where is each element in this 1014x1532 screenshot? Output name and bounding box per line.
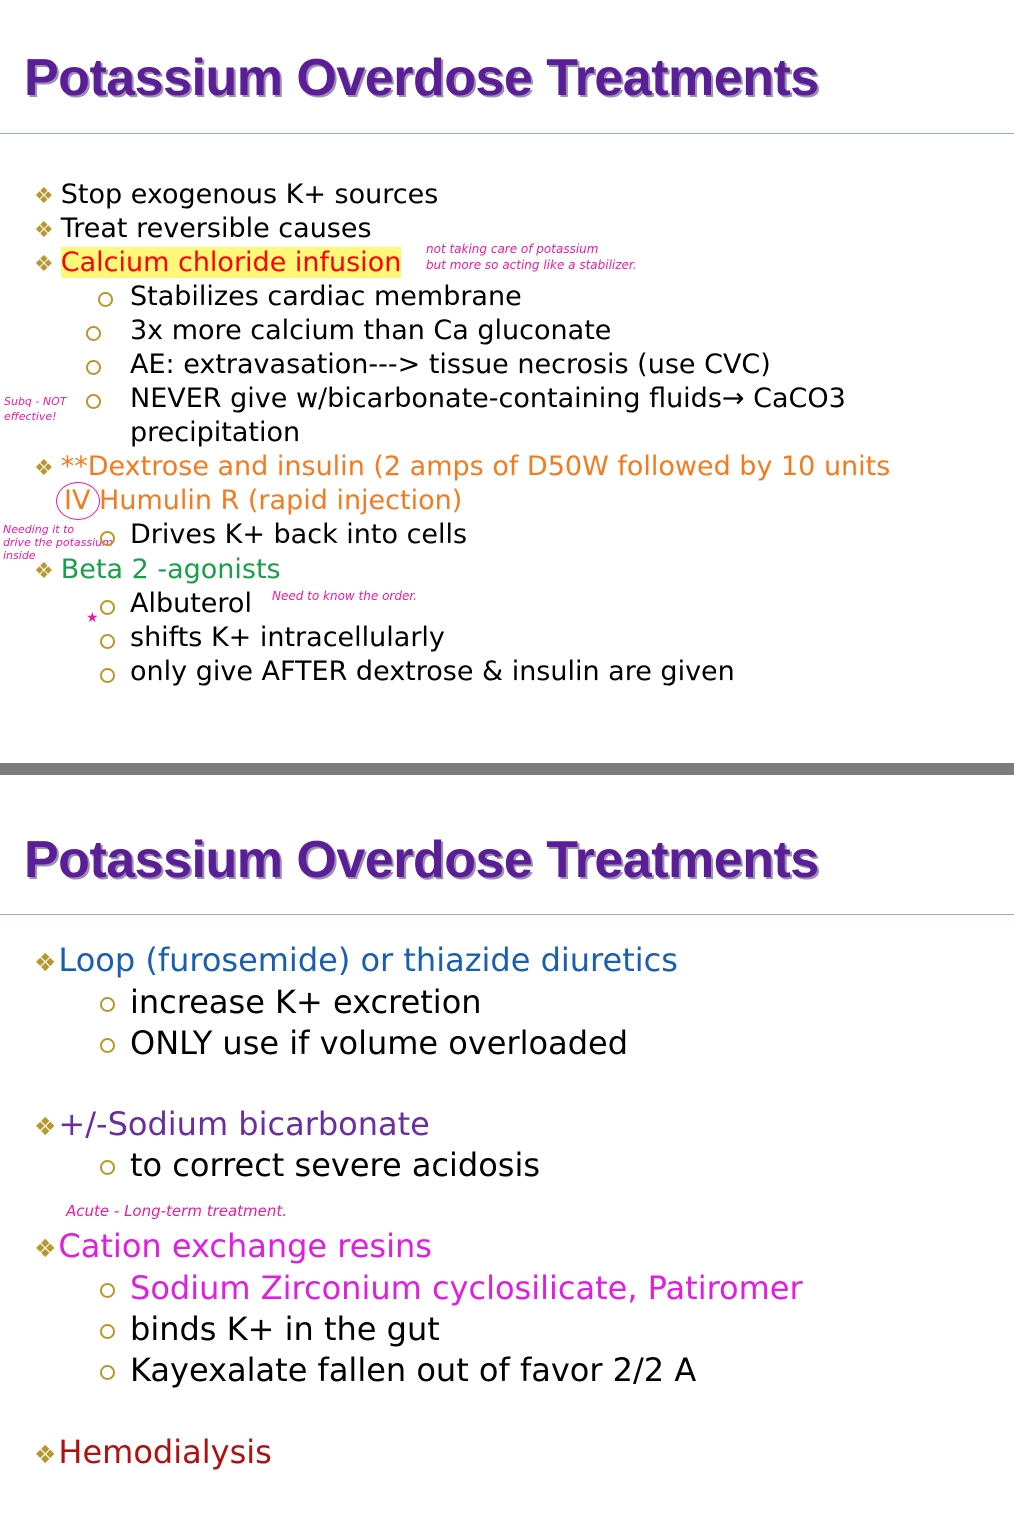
slide-2-title: Potassium Overdose Treatments [24, 831, 819, 889]
ring-bullet-icon [100, 600, 115, 615]
ring-bullet-icon [86, 326, 101, 341]
sub-kayexalate: Kayexalate fallen out of favor 2/2 A [130, 1351, 697, 1389]
sub-3x-calcium: 3x more calcium than Ca gluconate [130, 315, 612, 346]
calcium-note-line-2: but more so acting like a stabilizer. [426, 258, 637, 272]
title-divider [0, 914, 1014, 915]
sub-binds-k-gut: binds K+ in the gut [130, 1310, 440, 1348]
diamond-bullet-icon: ❖ [34, 1440, 57, 1469]
sub-precipitation: precipitation [130, 417, 301, 448]
dextrose-continuation [64, 484, 462, 518]
sub-never-give: NEVER give w/bicarbonate-containing fluids→ CaCO3 [130, 383, 846, 414]
ring-bullet-icon [100, 997, 115, 1012]
diamond-bullet-icon: ❖ [34, 1234, 57, 1263]
ring-bullet-icon [100, 1365, 115, 1380]
sub-albuterol: Albuterol [130, 588, 252, 619]
sub-drives-k: Drives K+ back into cells [130, 519, 468, 550]
bullet-beta-2-agonists: ❖ Beta 2 -agonists [34, 554, 281, 585]
hand-drawn-circle [56, 482, 100, 520]
subq-note-line-2: effective! [4, 410, 57, 423]
bullet-dextrose-insulin: ❖ **Dextrose and insulin (2 amps of D50W followed by 10 units [34, 451, 891, 482]
sub-only-volume-overloaded: ONLY use if volume overloaded [130, 1024, 629, 1062]
title-divider [0, 133, 1014, 134]
diamond-bullet-icon: ❖ [34, 1112, 57, 1141]
sub-increase-excretion: increase K+ excretion [130, 983, 482, 1021]
ring-bullet-icon [100, 634, 115, 649]
ring-bullet-icon [98, 292, 113, 307]
diamond-bullet-icon: ❖ [34, 218, 54, 243]
bullet-cation-exchange-resins: ❖Cation exchange resins [34, 1227, 432, 1265]
ring-bullet-icon [100, 531, 115, 546]
slide-1-title: Potassium Overdose Treatments [24, 49, 819, 107]
ring-bullet-icon [86, 394, 101, 409]
sub-only-give-after: only give AFTER dextrose & insulin are given [130, 656, 735, 687]
needing-note-line-1: Needing it to [3, 523, 75, 536]
ring-bullet-icon [100, 1038, 115, 1053]
ring-bullet-icon [100, 1324, 115, 1339]
sub-ae-extravasation: AE: extravasation---> tissue necrosis (use CVC) [130, 349, 771, 380]
acute-long-term-note: Acute - Long-term treatment. [66, 1202, 288, 1220]
diamond-bullet-icon: ❖ [34, 184, 54, 209]
humulin-text: Humulin R (rapid injection) [99, 485, 463, 516]
bullet-sodium-bicarbonate: ❖+/-Sodium bicarbonate [34, 1105, 430, 1143]
sub-zirconium-patiromer: Sodium Zirconium cyclosilicate, Patiromer [130, 1269, 803, 1307]
ring-bullet-icon [86, 360, 101, 375]
bullet-hemodialysis: ❖Hemodialysis [34, 1433, 272, 1471]
star-icon: ★ [86, 610, 99, 626]
slide-separator [0, 763, 1014, 775]
diamond-bullet-icon: ❖ [34, 559, 54, 584]
sub-shifts-k: shifts K+ intracellularly [130, 622, 445, 653]
highlighted-text: Calcium chloride infusion [60, 247, 402, 278]
iv-text: IV [64, 485, 91, 516]
bullet-loop-diuretics: ❖Loop (furosemide) or thiazide diuretics [34, 941, 678, 979]
needing-note-line-3: inside [3, 549, 36, 562]
ring-bullet-icon [100, 668, 115, 683]
bullet-stop-exogenous: ❖ Stop exogenous K+ sources [34, 179, 439, 210]
subq-note-line-1: Subq - NOT [4, 395, 67, 408]
diamond-bullet-icon: ❖ [34, 948, 57, 977]
ring-bullet-icon [100, 1283, 115, 1298]
needing-note-line-2: drive the potassium [3, 536, 113, 549]
diamond-bullet-icon: ❖ [34, 456, 54, 481]
sub-stabilizes: Stabilizes cardiac membrane [130, 281, 522, 312]
bullet-treat-reversible: ❖ Treat reversible causes [34, 213, 372, 244]
calcium-note-line-1: not taking care of potassium [426, 242, 599, 256]
albuterol-note: Need to know the order. [272, 589, 417, 603]
ring-bullet-icon [100, 1160, 115, 1175]
sub-correct-acidosis: to correct severe acidosis [130, 1146, 541, 1184]
diamond-bullet-icon: ❖ [34, 252, 54, 277]
bullet-calcium-chloride [34, 246, 401, 282]
